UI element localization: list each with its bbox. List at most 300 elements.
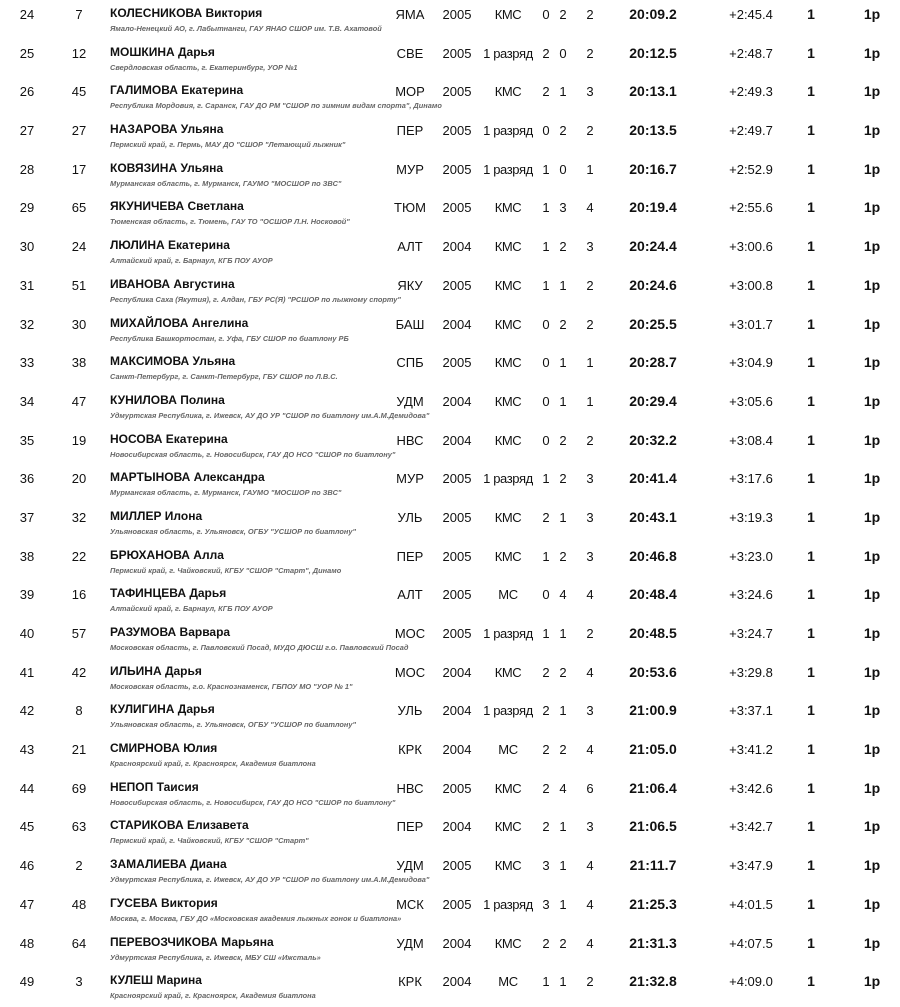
time-behind: +3:42.6 <box>729 780 773 796</box>
time-behind: +4:07.5 <box>729 935 773 951</box>
athlete-name: НЕПОП Таисия <box>110 779 199 794</box>
shooting-total: 3 <box>586 548 594 564</box>
shooting-2: 1 <box>559 858 567 874</box>
category: 1р <box>863 973 881 990</box>
table-row <box>0 116 900 155</box>
result-time: 21:06.5 <box>629 818 677 835</box>
table-row <box>0 387 900 426</box>
shooting-1: 2 <box>542 45 550 61</box>
time-behind: +4:09.0 <box>729 974 773 990</box>
athlete-name: КУЛИГИНА Дарья <box>110 702 215 717</box>
birth-year: 2004 <box>442 664 472 680</box>
category: 1р <box>863 934 881 951</box>
athlete-affiliation: Ямало-Ненецкий АО, г. Лабытнанги, ГАУ ЯНАО СШОР им. Т.В. Ахатовой <box>110 24 382 33</box>
result-time: 20:48.4 <box>629 586 677 603</box>
shooting-total: 4 <box>586 896 594 912</box>
bib-number: 47 <box>71 393 87 409</box>
column-n: 1 <box>807 973 815 990</box>
athlete-affiliation: Удмуртская Республика, г. Ижевск, МБУ СШ «Ижсталь» <box>110 952 321 962</box>
column-n: 1 <box>807 895 815 912</box>
bib-number: 30 <box>71 316 87 332</box>
category: 1р <box>863 547 881 564</box>
column-n: 1 <box>807 702 815 719</box>
place: 34 <box>19 393 35 409</box>
result-time: 20:43.1 <box>629 508 677 525</box>
sport-rank: КМС <box>494 200 522 216</box>
time-behind: +2:48.7 <box>729 45 773 61</box>
place: 41 <box>19 664 35 680</box>
table-row <box>0 619 900 658</box>
athlete-affiliation: Удмуртская Республика, г. Ижевск, АУ ДО УР "СШОР по биатлону им.А.М.Демидова" <box>110 410 430 420</box>
athlete-name: РАЗУМОВА Варвара <box>110 625 231 639</box>
birth-year: 2005 <box>442 200 472 216</box>
table-row <box>0 271 900 310</box>
athlete-name: СТАРИКОВА Елизавета <box>110 818 249 833</box>
shooting-total: 1 <box>586 393 594 409</box>
athlete-name: ЯКУНИЧЕВА Светлана <box>110 199 244 214</box>
birth-year: 2005 <box>442 123 472 139</box>
place: 46 <box>19 858 35 874</box>
shooting-2: 1 <box>559 896 567 912</box>
time-behind: +4:01.5 <box>729 896 773 912</box>
shooting-1: 0 <box>542 123 550 139</box>
birth-year: 2005 <box>442 84 472 100</box>
shooting-total: 3 <box>586 239 594 255</box>
region-code: МСК <box>396 896 424 912</box>
column-n: 1 <box>807 741 815 758</box>
region-code: УЛЬ <box>397 703 423 719</box>
category: 1р <box>863 431 881 448</box>
region-code: МУР <box>396 471 424 487</box>
athlete-name: КУНИЛОВА Полина <box>110 392 225 407</box>
place: 38 <box>19 548 35 564</box>
result-time: 20:41.4 <box>629 470 677 487</box>
sport-rank: МС <box>498 974 518 990</box>
athlete-name: НОСОВА Екатерина <box>110 431 228 446</box>
athlete-name: ЛЮЛИНА Екатерина <box>110 238 230 253</box>
result-time: 21:06.4 <box>629 779 677 796</box>
place: 31 <box>19 277 35 293</box>
shooting-total: 1 <box>586 355 594 371</box>
region-code: УДМ <box>396 858 424 874</box>
region-code: АЛТ <box>397 587 423 603</box>
category: 1р <box>863 83 881 100</box>
shooting-2: 1 <box>559 509 567 525</box>
time-behind: +3:41.2 <box>729 742 773 758</box>
place: 40 <box>19 626 35 641</box>
shooting-1: 0 <box>542 316 550 332</box>
shooting-2: 2 <box>559 935 567 951</box>
table-row <box>0 426 900 465</box>
athlete-affiliation: Республика Башкортостан, г. Уфа, ГБУ СШОР по биатлону РБ <box>110 333 349 343</box>
shooting-1: 1 <box>542 200 550 216</box>
column-n: 1 <box>807 315 815 332</box>
athlete-name: ПЕРЕВОЗЧИКОВА Марьяна <box>110 934 274 949</box>
place: 47 <box>19 896 35 912</box>
athlete-name: НАЗАРОВА Ульяна <box>110 122 224 137</box>
bib-number: 57 <box>71 626 87 641</box>
athlete-affiliation: Санкт-Петербург, г. Санкт-Петербург, ГБУ СШОР по Л.В.С. <box>110 372 338 382</box>
shooting-1: 3 <box>542 858 550 874</box>
region-code: СПБ <box>396 355 424 371</box>
region-code: МОС <box>394 626 426 641</box>
table-row <box>0 542 900 581</box>
shooting-total: 1 <box>586 161 594 177</box>
birth-year: 2005 <box>442 587 472 603</box>
table-row <box>0 348 900 387</box>
shooting-1: 3 <box>542 896 550 912</box>
place: 28 <box>19 161 35 177</box>
region-code: НВС <box>396 432 424 448</box>
region-code: ТЮМ <box>394 200 426 216</box>
shooting-total: 2 <box>586 316 594 332</box>
column-n: 1 <box>807 431 815 448</box>
shooting-2: 1 <box>559 355 567 371</box>
category: 1р <box>863 741 881 758</box>
table-row <box>0 929 900 968</box>
table-row <box>0 851 900 890</box>
shooting-1: 2 <box>542 703 550 719</box>
birth-year: 2004 <box>442 316 472 332</box>
shooting-total: 2 <box>586 7 594 22</box>
region-code: АЛТ <box>397 239 423 255</box>
column-n: 1 <box>807 238 815 255</box>
athlete-name: ГАЛИМОВА Екатерина <box>110 83 244 98</box>
sport-rank: КМС <box>494 84 522 100</box>
column-n: 1 <box>807 83 815 100</box>
column-n: 1 <box>807 857 815 874</box>
birth-year: 2005 <box>442 45 472 61</box>
shooting-2: 2 <box>559 664 567 680</box>
place: 27 <box>19 123 35 139</box>
shooting-1: 2 <box>542 935 550 951</box>
time-behind: +3:47.9 <box>729 858 773 874</box>
shooting-2: 0 <box>559 45 567 61</box>
shooting-total: 2 <box>586 45 594 61</box>
bib-number: 45 <box>71 84 87 100</box>
shooting-2: 2 <box>559 7 567 22</box>
region-code: ПЕР <box>396 123 424 139</box>
birth-year: 2005 <box>442 471 472 487</box>
bib-number: 65 <box>71 200 87 216</box>
region-code: КРК <box>398 974 422 990</box>
athlete-affiliation: Удмуртская Республика, г. Ижевск, АУ ДО УР "СШОР по биатлону им.А.М.Демидова" <box>110 875 430 885</box>
place: 39 <box>19 587 35 603</box>
table-row <box>0 155 900 194</box>
place: 43 <box>19 742 35 758</box>
birth-year: 2004 <box>442 703 472 719</box>
athlete-affiliation: Красноярский край, г. Красноярск, Академия биатлона <box>110 991 316 1001</box>
region-code: ЯКУ <box>397 277 423 293</box>
athlete-affiliation: Пермский край, г. Чайковский, КГБУ "СШОР "Старт" <box>110 836 309 846</box>
shooting-1: 1 <box>542 161 550 177</box>
table-row <box>0 464 900 503</box>
table-row <box>0 232 900 271</box>
column-n: 1 <box>807 586 815 603</box>
category: 1р <box>863 857 881 874</box>
athlete-affiliation: Мурманская область, г. Мурманск, ГАУМО "МОСШОР по ЗВС" <box>110 178 342 188</box>
region-code: УДМ <box>396 935 424 951</box>
athlete-affiliation: Алтайский край, г. Барнаул, КГБ ПОУ АУОР <box>110 256 273 266</box>
category: 1р <box>863 199 881 216</box>
athlete-affiliation: Красноярский край, г. Красноярск, Академия биатлона <box>110 759 316 769</box>
time-behind: +3:05.6 <box>729 393 773 409</box>
athlete-name: МИХАЙЛОВА Ангелина <box>110 315 249 330</box>
shooting-1: 1 <box>542 974 550 990</box>
bib-number: 48 <box>71 896 87 912</box>
result-time: 20:13.1 <box>629 83 677 100</box>
athlete-affiliation: Ульяновская область, г. Ульяновск, ОГБУ "УСШОР по биатлону" <box>110 526 356 536</box>
place: 49 <box>19 974 35 990</box>
birth-year: 2005 <box>442 7 472 22</box>
category: 1р <box>863 625 881 641</box>
athlete-affiliation: Новосибирская область, г. Новосибирск, ГАУ ДО НСО "СШОР по биатлону" <box>110 449 396 459</box>
birth-year: 2005 <box>442 896 472 912</box>
result-time: 20:19.4 <box>629 199 677 216</box>
place: 29 <box>19 200 35 216</box>
sport-rank: КМС <box>494 858 522 874</box>
shooting-total: 2 <box>586 626 594 641</box>
place: 37 <box>19 509 35 525</box>
bib-number: 12 <box>71 45 87 61</box>
bib-number: 3 <box>75 974 83 990</box>
result-time: 20:32.2 <box>629 431 677 448</box>
place: 35 <box>19 432 35 448</box>
shooting-2: 1 <box>559 974 567 990</box>
bib-number: 2 <box>75 858 83 874</box>
place: 33 <box>19 355 35 371</box>
shooting-2: 2 <box>559 123 567 139</box>
shooting-1: 1 <box>542 548 550 564</box>
birth-year: 2004 <box>442 432 472 448</box>
table-row <box>0 193 900 232</box>
shooting-1: 1 <box>542 471 550 487</box>
shooting-total: 3 <box>586 509 594 525</box>
column-n: 1 <box>807 508 815 525</box>
time-behind: +3:23.0 <box>729 548 773 564</box>
shooting-1: 1 <box>542 277 550 293</box>
category: 1р <box>863 238 881 255</box>
athlete-name: КОВЯЗИНА Ульяна <box>110 160 224 175</box>
column-n: 1 <box>807 547 815 564</box>
result-time: 20:25.5 <box>629 315 677 332</box>
athlete-affiliation: Тюменская область, г. Тюмень, ГАУ ТО "ОСШОР Л.Н. Носковой" <box>110 217 350 227</box>
athlete-name: БРЮХАНОВА Алла <box>110 547 224 562</box>
sport-rank: КМС <box>494 432 522 448</box>
sport-rank: МС <box>498 742 518 758</box>
column-n: 1 <box>807 6 815 22</box>
region-code: ЯМА <box>395 7 425 22</box>
shooting-total: 3 <box>586 471 594 487</box>
sport-rank: 1 разряд <box>483 123 533 139</box>
table-row <box>0 580 900 619</box>
result-time: 21:05.0 <box>629 741 677 758</box>
shooting-1: 2 <box>542 664 550 680</box>
time-behind: +3:19.3 <box>729 509 773 525</box>
shooting-2: 0 <box>559 161 567 177</box>
shooting-total: 3 <box>586 819 594 835</box>
athlete-affiliation: Московская область, г.о. Краснознаменск, ГБПОУ МО "УОР № 1" <box>110 681 353 691</box>
shooting-1: 0 <box>542 393 550 409</box>
shooting-2: 2 <box>559 239 567 255</box>
shooting-total: 3 <box>586 703 594 719</box>
table-row <box>0 812 900 851</box>
time-behind: +2:52.9 <box>729 161 773 177</box>
column-n: 1 <box>807 663 815 680</box>
column-n: 1 <box>807 354 815 371</box>
shooting-2: 1 <box>559 393 567 409</box>
table-row <box>0 0 900 39</box>
sport-rank: КМС <box>494 780 522 796</box>
athlete-name: КОЛЕСНИКОВА Виктория <box>110 6 263 20</box>
shooting-1: 0 <box>542 355 550 371</box>
time-behind: +2:49.3 <box>729 84 773 100</box>
column-n: 1 <box>807 392 815 409</box>
shooting-2: 2 <box>559 742 567 758</box>
shooting-total: 4 <box>586 664 594 680</box>
result-time: 20:16.7 <box>629 160 677 177</box>
sport-rank: 1 разряд <box>483 471 533 487</box>
category: 1р <box>863 818 881 835</box>
time-behind: +3:08.4 <box>729 432 773 448</box>
bib-number: 7 <box>75 7 83 22</box>
birth-year: 2005 <box>442 858 472 874</box>
table-row <box>0 39 900 78</box>
shooting-2: 3 <box>559 200 567 216</box>
result-time: 20:48.5 <box>629 625 677 641</box>
column-n: 1 <box>807 160 815 177</box>
category: 1р <box>863 44 881 61</box>
shooting-total: 4 <box>586 587 594 603</box>
athlete-name: МИЛЛЕР Илона <box>110 508 203 523</box>
bib-number: 64 <box>71 935 87 951</box>
sport-rank: КМС <box>494 355 522 371</box>
birth-year: 2005 <box>442 548 472 564</box>
shooting-2: 1 <box>559 84 567 100</box>
category: 1р <box>863 508 881 525</box>
result-time: 20:13.5 <box>629 122 677 139</box>
sport-rank: КМС <box>494 509 522 525</box>
category: 1р <box>863 470 881 487</box>
table-row <box>0 310 900 349</box>
place: 48 <box>19 935 35 951</box>
table-row <box>0 774 900 813</box>
birth-year: 2004 <box>442 239 472 255</box>
shooting-1: 2 <box>542 84 550 100</box>
shooting-1: 2 <box>542 780 550 796</box>
region-code: УЛЬ <box>397 509 423 525</box>
time-behind: +3:24.7 <box>729 626 773 641</box>
shooting-total: 6 <box>586 780 594 796</box>
result-time: 20:24.6 <box>629 276 677 293</box>
table-row <box>0 696 900 735</box>
athlete-name: МАРТЫНОВА Александра <box>110 470 265 485</box>
result-time: 20:12.5 <box>629 44 677 61</box>
birth-year: 2004 <box>442 393 472 409</box>
result-time: 20:28.7 <box>629 354 677 371</box>
birth-year: 2005 <box>442 277 472 293</box>
bib-number: 8 <box>75 703 83 719</box>
sport-rank: КМС <box>494 819 522 835</box>
athlete-name: ГУСЕВА Виктория <box>110 895 218 910</box>
result-time: 20:53.6 <box>629 663 677 680</box>
table-row <box>0 967 900 1006</box>
table-row <box>0 503 900 542</box>
shooting-total: 2 <box>586 277 594 293</box>
bib-number: 32 <box>71 509 87 525</box>
athlete-affiliation: Республика Саха (Якутия), г. Алдан, ГБУ РС(Я) "РСШОР по лыжному спорту" <box>110 294 401 304</box>
table-row <box>0 77 900 116</box>
column-n: 1 <box>807 818 815 835</box>
shooting-2: 1 <box>559 626 567 641</box>
time-behind: +3:17.6 <box>729 471 773 487</box>
athlete-name: СМИРНОВА Юлия <box>110 741 218 756</box>
region-code: МОР <box>395 84 425 100</box>
region-code: УДМ <box>396 393 424 409</box>
sport-rank: КМС <box>494 548 522 564</box>
athlete-name: КУЛЕШ Марина <box>110 973 202 988</box>
shooting-total: 3 <box>586 84 594 100</box>
bib-number: 17 <box>71 161 87 177</box>
category: 1р <box>863 702 881 719</box>
bib-number: 21 <box>71 742 87 758</box>
column-n: 1 <box>807 122 815 139</box>
shooting-1: 0 <box>542 432 550 448</box>
place: 24 <box>19 7 35 22</box>
category: 1р <box>863 276 881 293</box>
sport-rank: КМС <box>494 935 522 951</box>
athlete-name: ИЛЬИНА Дарья <box>110 663 202 678</box>
sport-rank: 1 разряд <box>483 626 533 641</box>
athlete-affiliation: Ульяновская область, г. Ульяновск, ОГБУ "УСШОР по биатлону" <box>110 720 356 730</box>
birth-year: 2005 <box>442 355 472 371</box>
birth-year: 2004 <box>442 742 472 758</box>
category: 1р <box>863 315 881 332</box>
time-behind: +2:49.7 <box>729 123 773 139</box>
athlete-affiliation: Пермский край, г. Пермь, МАУ ДО "СШОР "Летающий лыжник" <box>110 140 346 150</box>
column-n: 1 <box>807 779 815 796</box>
birth-year: 2005 <box>442 161 472 177</box>
shooting-1: 2 <box>542 509 550 525</box>
shooting-1: 0 <box>542 587 550 603</box>
bib-number: 22 <box>71 548 87 564</box>
time-behind: +3:00.6 <box>729 239 773 255</box>
athlete-affiliation: Республика Мордовия, г. Саранск, ГАУ ДО РМ "СШОР по зимним видам спорта", Динамо <box>110 101 442 111</box>
result-time: 20:46.8 <box>629 547 677 564</box>
column-n: 1 <box>807 470 815 487</box>
birth-year: 2005 <box>442 509 472 525</box>
shooting-total: 4 <box>586 858 594 874</box>
shooting-total: 4 <box>586 935 594 951</box>
region-code: КРК <box>398 742 422 758</box>
region-code: НВС <box>396 780 424 796</box>
shooting-total: 2 <box>586 974 594 990</box>
bib-number: 42 <box>71 664 87 680</box>
column-n: 1 <box>807 199 815 216</box>
category: 1р <box>863 354 881 371</box>
athlete-affiliation: Пермский край, г. Чайковский, КГБУ "СШОР "Старт", Динамо <box>110 565 342 575</box>
sport-rank: 1 разряд <box>483 703 533 719</box>
shooting-total: 2 <box>586 123 594 139</box>
athlete-name: ТАФИНЦЕВА Дарья <box>110 586 227 601</box>
place: 36 <box>19 471 35 487</box>
sport-rank: КМС <box>494 393 522 409</box>
place: 25 <box>19 45 35 61</box>
time-behind: +3:37.1 <box>729 703 773 719</box>
result-time: 21:32.8 <box>629 973 677 990</box>
bib-number: 27 <box>71 123 87 139</box>
table-row <box>0 735 900 774</box>
